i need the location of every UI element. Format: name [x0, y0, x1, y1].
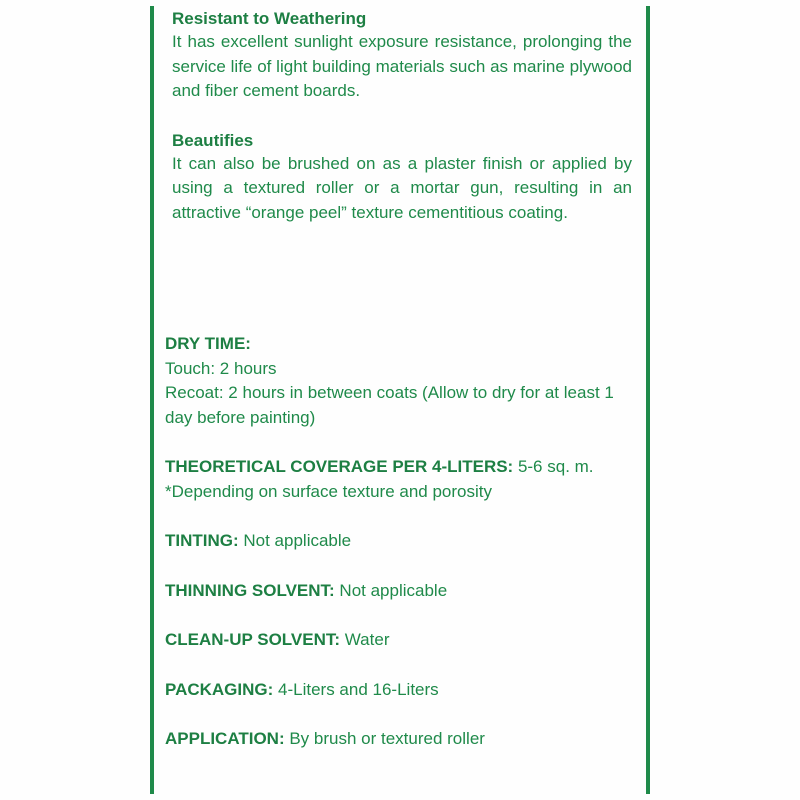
section-heading: Resistant to Weathering — [172, 9, 367, 28]
spec-coverage-line — [165, 457, 594, 476]
spec-label: THINNING SOLVENT: — [165, 580, 335, 600]
spec-value: Not applicable — [334, 580, 448, 600]
section-weathering — [172, 8, 632, 104]
spec-value: Not applicable — [238, 531, 352, 550]
spec-value: 4-Liters and 16-Liters — [273, 679, 439, 699]
spec-coverage — [165, 455, 643, 504]
spec-label: THEORETICAL COVERAGE PER 4-LITERS: — [165, 457, 514, 476]
spec-touch: Touch: 2 hours — [165, 358, 277, 378]
section-body: It has excellent sunlight exposure resistance, prolonging the service life of light building materials such as marine plywood and fiber cement boards. — [172, 32, 632, 100]
spec-label: CLEAN-UP SOLVENT: — [165, 630, 341, 649]
spec-label: TINTING: — [165, 531, 239, 550]
spec-recoat: Recoat: 2 hours in between coats (Allow to dry for at least 1 day before painting) — [165, 383, 614, 427]
spec-value: Water — [340, 630, 390, 649]
spec-dry-time — [165, 332, 643, 430]
spec-value: By brush or textured roller — [284, 729, 485, 748]
spec-value: 5-6 sq. m. — [513, 457, 594, 476]
spec-tinting — [165, 529, 643, 554]
right-border-rule — [646, 6, 650, 794]
feature-sections — [172, 8, 632, 225]
spec-label: DRY TIME: — [165, 334, 251, 353]
spec-packaging — [165, 678, 643, 703]
spec-note: *Depending on surface texture and porosity — [165, 481, 492, 501]
section-heading: Beautifies — [172, 130, 254, 150]
section-beautifies — [172, 130, 632, 226]
specifications — [165, 332, 643, 777]
left-border-rule — [150, 6, 154, 794]
spec-cleanup-solvent — [165, 628, 643, 653]
spec-label: APPLICATION: — [165, 729, 285, 748]
section-body: It can also be brushed on as a plaster finish or applied by using a textured roller or a mortar gun, resulting in an attractive “orange peel” texture cementitious coating. — [172, 153, 632, 222]
spec-label: PACKAGING: — [165, 679, 274, 699]
spec-application — [165, 727, 643, 752]
spec-thinning-solvent — [165, 579, 643, 604]
